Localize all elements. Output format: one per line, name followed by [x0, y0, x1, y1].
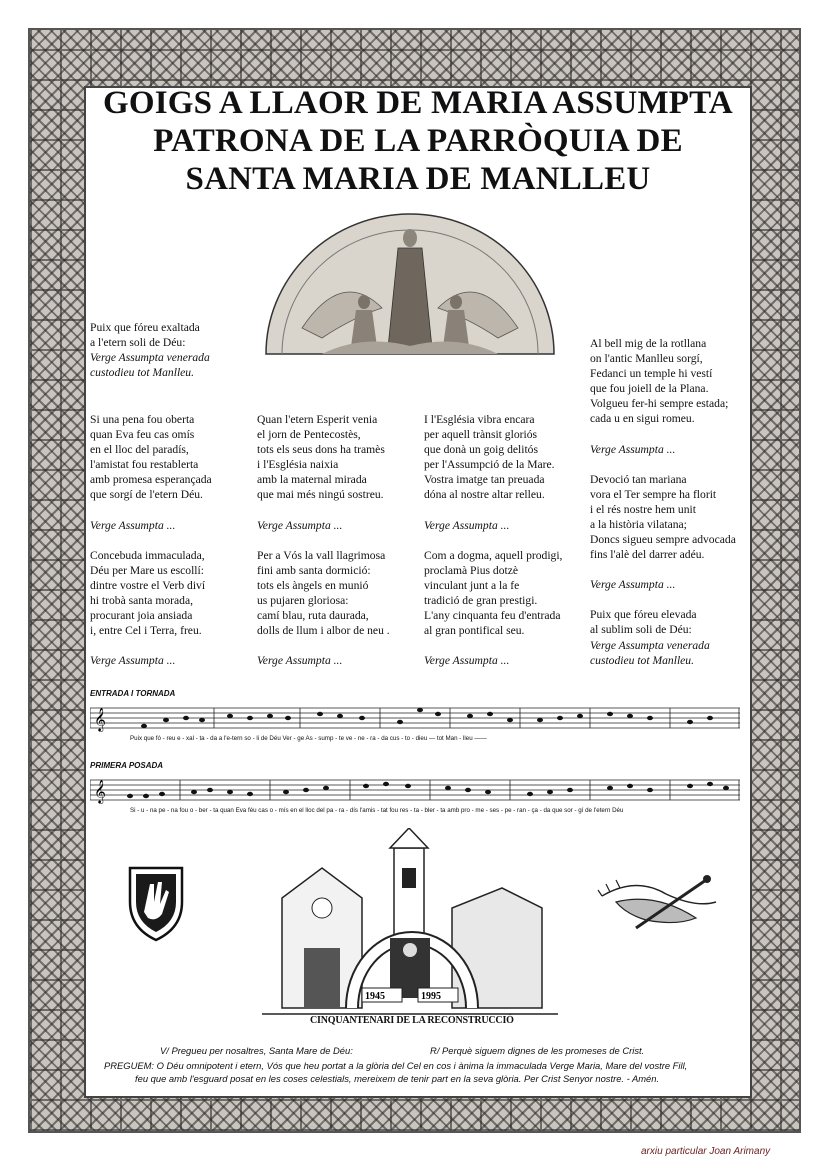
intro-verse	[90, 320, 210, 380]
verse-col3	[424, 412, 562, 668]
title-line-2: PATRONA DE LA PARRÒQUIA DE	[153, 123, 683, 159]
prayer-line-1: PREGUEM: O Déu omnipotent i etern, Vós que heu portat a la glòria del Cel en cos i ànima la immaculada Verge Maria, Mare del vostre Fill,	[104, 1060, 688, 1071]
verse-line: Si una pena fou oberta	[90, 413, 195, 426]
refrain: Verge Assumpta ...	[590, 442, 676, 456]
verse-line: L'any cinquanta feu d'entrada	[424, 609, 561, 623]
verse-line: us pujaren gloriosa:	[257, 593, 349, 607]
verse-line: Puix que fóreu exaltada	[90, 321, 200, 334]
verse-line: que fou joiell de la Plana.	[590, 382, 709, 396]
verse-line: a l'etern soli de Déu:	[90, 336, 186, 350]
verse-line: i el rés nostre hem unit	[590, 502, 696, 516]
refrain: Verge Assumpta ...	[590, 578, 676, 592]
refrain: Verge Assumpta ...	[424, 654, 510, 668]
verse-line: Per a Vós la vall llagrimosa	[257, 548, 386, 562]
verse-col1	[90, 412, 212, 668]
verse-line: cada u en sigui romeu.	[590, 412, 695, 426]
verse-line: i, entre Cel i Terra, freu.	[90, 624, 202, 638]
verse-line: proclamà Pius dotzè	[424, 563, 519, 577]
refrain: Verge Assumpta ...	[257, 518, 343, 532]
verse-line: on l'antic Manlleu sorgí,	[590, 352, 703, 366]
verse-line: amb la maternal mirada	[257, 473, 367, 487]
music-staff-1	[90, 702, 740, 736]
music-staff-2	[90, 774, 740, 808]
verse-line: Fedanci un temple hi vestí	[590, 367, 713, 381]
church-illustration	[262, 828, 558, 1018]
verse-line: dóna al nostre altar relleu.	[424, 488, 545, 502]
music-lyrics-1: Puix que fó - reu e - xal - ta - da a l'e-tern so - li de Déu Ver - ge As - sump - te ve - ne - ra - da cus - to - dieu — tot Man - lleu ——	[130, 735, 487, 742]
verse-line: Volgueu fer-hi sempre estada;	[590, 397, 729, 411]
refrain: Verge Assumpta ...	[424, 518, 510, 532]
verse-line: per aquell trànsit gloriós	[424, 428, 538, 442]
verse-line: tots els àngels en munió	[257, 578, 369, 592]
verse-line: Puix que fóreu elevada	[590, 608, 697, 622]
svg-text:𝄞: 𝄞	[94, 707, 106, 731]
title-line-1: GOIGS A LLAOR DE MARIA ASSUMPTA	[103, 85, 733, 121]
verse-line: el jorn de Pentecostès,	[257, 428, 361, 442]
verse-line: l'amistat fou restablerta	[90, 458, 199, 472]
verse-col2	[257, 412, 390, 668]
verse-line: camí blau, ruta daurada,	[257, 609, 369, 623]
verse-line: dolls de llum i albor de neu .	[257, 624, 390, 638]
verse-line: quan Eva feu cas omís	[90, 428, 195, 442]
music-label-1: ENTRADA I TORNADA	[90, 689, 176, 698]
verse-line: Vostra imatge tan preuada	[424, 473, 545, 487]
verse-line: al sublim soli de Déu:	[590, 623, 692, 637]
verse-line: Déu per Mare us escollí:	[90, 563, 204, 577]
verse-line: tots els seus dons ha tramès	[257, 443, 385, 457]
verse-col4	[590, 336, 736, 668]
refrain: Verge Assumpta ...	[90, 518, 176, 532]
verse-line: que donà un goig delitós	[424, 443, 538, 457]
verse-line: fins l'alè del darrer adéu.	[590, 548, 705, 562]
verse-line: per l'Assumpció de la Mare.	[424, 458, 555, 472]
verse-line: i l'Església naixia	[257, 458, 339, 472]
verse-line: I l'Església vibra encara	[424, 413, 535, 426]
verse-line: vinculant junt a la fe	[424, 578, 520, 592]
versicle: V/ Pregueu per nosaltres, Santa Mare de Déu:	[160, 1045, 353, 1056]
year-start: 1945	[365, 991, 385, 1002]
verse-line: en el lloc del paradís,	[90, 443, 189, 457]
caption: CINQUANTENARI DE LA RECONSTRUCCIÓ	[310, 1015, 514, 1026]
verse-line: Devoció tan mariana	[590, 472, 687, 486]
verse-line: Verge Assumpta venerada	[590, 638, 710, 652]
verse-line: amb promesa esperançada	[90, 473, 212, 487]
refrain: Verge Assumpta ...	[257, 654, 343, 668]
assumption-illustration	[262, 208, 558, 356]
verse-line: Quan l'etern Esperit venia	[257, 413, 378, 426]
verse-line: Com a dogma, aquell prodigi,	[424, 548, 563, 562]
verse-line: al gran pontifical seu.	[424, 624, 525, 638]
verse-line: vora el Ter sempre ha florit	[590, 487, 717, 501]
versicle-response	[160, 1045, 720, 1057]
verse-line: fini amb santa dormició:	[257, 563, 371, 577]
verse-line: Verge Assumpta venerada	[90, 351, 210, 365]
music-lyrics-2: Si - u - na pe - na fou o - ber - ta quan Eva féu cas o - mís en el lloc del pa - ra - dís l'amis - tat fou res - ta - bler - ta amb pro - me - ses - pe - ran - ça - da que sor - gí de l'etern Déu	[130, 807, 624, 814]
verse-line: a la història vilatana;	[590, 517, 687, 531]
archive-credit: arxiu particular Joan Arimany	[641, 1146, 771, 1157]
verse-line: Doncs sigueu sempre advocada	[590, 533, 736, 547]
verse-line: que sorgí de l'etern Déu.	[90, 488, 203, 502]
svg-text:𝄞: 𝄞	[94, 779, 106, 803]
verse-line: dintre vostre el Verb diví	[90, 578, 206, 592]
page-title	[84, 84, 752, 198]
music-label-2: PRIMERA POSADA	[90, 761, 164, 770]
verse-line: custodieu tot Manlleu.	[590, 653, 695, 667]
verse-line: tradició de gran prestigi.	[424, 593, 538, 607]
response: R/ Perquè siguem dignes de les promeses de Crist.	[430, 1045, 645, 1056]
verse-line: Concebuda immaculada,	[90, 548, 205, 562]
year-end: 1995	[421, 991, 441, 1002]
prayer-line-2: feu que amb l'esguard posat en les coses celestials, mereixem de tenir part en la seva glòria. Per Crist Senyor nostre. - Amén.	[135, 1073, 660, 1084]
refrain: Verge Assumpta ...	[90, 654, 176, 668]
title-line-3: SANTA MARIA DE MANLLEU	[185, 161, 651, 197]
verse-line: custodieu tot Manlleu.	[90, 366, 195, 380]
verse-line: hi trobà santa morada,	[90, 593, 194, 607]
verse-line: procurant joia ansiada	[90, 609, 193, 623]
palm-branch-icon	[596, 872, 720, 942]
verse-line: que mai més ningú sostreu.	[257, 488, 384, 502]
verse-line: Al bell mig de la rotllana	[590, 337, 707, 350]
heraldic-shield-icon	[126, 862, 186, 942]
